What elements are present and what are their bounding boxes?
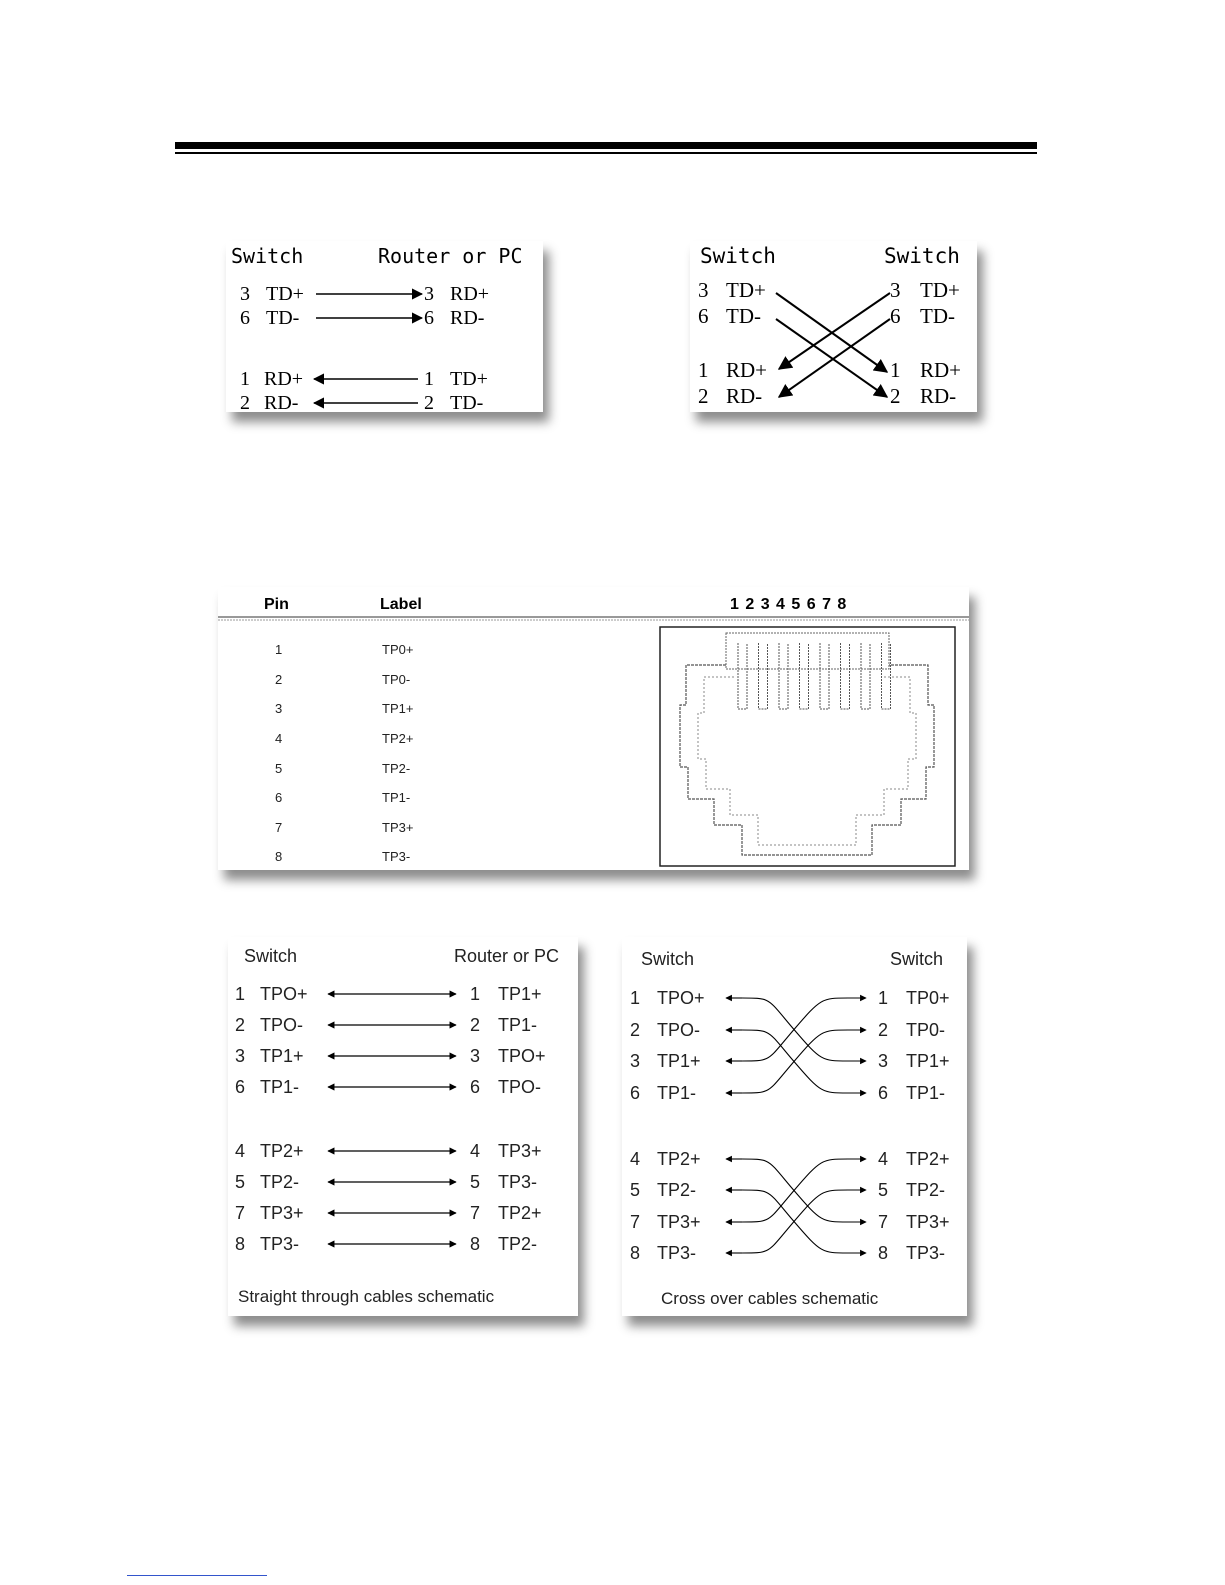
left-pin: 6 [240,307,250,329]
cross-line [776,319,887,397]
footer-link-underline [127,1575,267,1576]
connector-pin-numbers: 1 2 3 4 5 6 7 8 [730,596,848,613]
left-signal: TP1+ [657,1051,701,1071]
pin-label: TP2+ [382,731,414,746]
left-signal: TP1- [260,1077,300,1097]
left-pin: 7 [630,1212,641,1232]
left-pin: 3 [240,283,250,305]
left-signal: TD- [726,304,761,328]
right-signal: TP1- [498,1015,538,1035]
right-signal: RD+ [450,283,490,305]
right-pin: 6 [424,307,434,329]
left-pin: 4 [630,1149,641,1169]
right-signal: TD- [920,304,955,328]
left-signal: TP1+ [260,1046,304,1066]
right-pin: 1 [470,984,481,1004]
right-signal: TP1+ [906,1051,950,1071]
right-signal: TP0+ [906,988,950,1008]
left-signal: TPO- [657,1020,700,1040]
left-header: Switch [244,946,298,966]
right-pin: 4 [878,1149,889,1169]
right-pin: 7 [878,1212,889,1232]
right-signal: TD- [450,392,484,412]
right-pin: 8 [470,1234,481,1254]
cross-wire [742,998,848,1061]
right-signal: TP2+ [498,1203,542,1223]
rj45-pinout-diagram [218,587,969,870]
left-pin: 1 [630,988,641,1008]
right-pin: 1 [878,988,889,1008]
right-signal: RD- [450,307,485,329]
left-pin: 7 [235,1203,246,1223]
left-signal: TPO+ [657,988,705,1008]
straight-rj45-diagram [226,241,543,412]
right-signal: TP3+ [906,1212,950,1232]
right-header: Router or PC [454,946,560,966]
right-pin: 6 [878,1083,889,1103]
right-pin: 2 [878,1020,889,1040]
right-header: Switch [890,949,944,969]
right-signal: RD- [920,384,957,408]
left-pin: 3 [235,1046,246,1066]
right-pin: 5 [878,1180,889,1200]
pin-label: TP1- [382,790,411,805]
pin-number: 2 [275,672,283,687]
right-signal: TP2- [906,1180,946,1200]
left-signal: TP1- [657,1083,697,1103]
left-pin: 3 [630,1051,641,1071]
right-signal: RD+ [920,358,962,382]
right-signal: TD+ [920,278,960,302]
right-header: Switch [884,244,960,268]
right-pin: 2 [424,392,434,412]
left-signal: RD+ [264,368,304,390]
right-pin: 2 [890,384,901,408]
left-pin: 8 [630,1243,641,1263]
straight-through-panel [228,937,578,1316]
left-signal: TP3- [260,1234,300,1254]
right-signal: TP3+ [498,1141,542,1161]
pin-label: TP3- [382,849,411,864]
crossover-panel [622,937,967,1316]
left-signal: TP2+ [260,1141,304,1161]
left-pin: 2 [630,1020,641,1040]
left-signal: RD- [726,384,763,408]
left-pin: 1 [235,984,246,1004]
right-header: Router or PC [378,244,523,268]
left-signal: TP2+ [657,1149,701,1169]
cross-wire [742,1030,848,1093]
left-signal: TP2- [260,1172,300,1192]
left-pin: 6 [630,1083,641,1103]
straight-through-diagram [228,937,578,1316]
left-pin: 1 [698,358,709,382]
right-pin: 3 [424,283,434,305]
header-rule-thin [175,152,1037,154]
crossover-rj45-diagram [690,241,977,412]
left-header: Switch [700,244,776,268]
left-pin: 8 [235,1234,246,1254]
right-signal: TP3- [906,1243,946,1263]
left-pin: 5 [630,1180,641,1200]
right-pin: 3 [470,1046,481,1066]
pin-number: 1 [275,642,283,657]
crossover-rj45-panel [690,241,977,412]
pin-number: 7 [275,820,283,835]
right-pin: 7 [470,1203,481,1223]
left-signal: RD+ [726,358,768,382]
left-signal: TP3- [657,1243,697,1263]
straight-caption: Straight through cables schematic [238,1287,495,1306]
pin-label: TP0+ [382,642,414,657]
left-pin: 6 [235,1077,246,1097]
right-pin: 1 [424,368,434,390]
pin-number: 4 [275,731,283,746]
left-signal: RD- [264,392,299,412]
right-signal: TPO- [498,1077,541,1097]
right-signal: TP0- [906,1020,946,1040]
pin-number: 5 [275,761,283,776]
left-signal: TP3+ [260,1203,304,1223]
right-signal: TP2+ [906,1149,950,1169]
right-pin: 4 [470,1141,481,1161]
left-signal: TP3+ [657,1212,701,1232]
label-column-header: Label [380,596,422,613]
left-pin: 2 [235,1015,246,1035]
pin-label: TP2- [382,761,411,776]
right-pin: 8 [878,1243,889,1263]
pin-number: 3 [275,701,283,716]
left-header: Switch [641,949,695,969]
pin-number: 6 [275,790,283,805]
crossover-caption: Cross over cables schematic [661,1289,879,1308]
left-pin: 6 [698,304,709,328]
right-signal: TP2- [498,1234,538,1254]
left-signal: TD- [266,307,300,329]
left-signal: TD+ [266,283,304,305]
right-pin: 3 [878,1051,889,1071]
pin-label: TP0- [382,672,411,687]
right-pin: 6 [890,304,901,328]
left-pin: 3 [698,278,709,302]
right-signal: TPO+ [498,1046,546,1066]
header-rule-thick [175,142,1037,149]
left-pin: 5 [235,1172,246,1192]
right-signal: TP1- [906,1083,946,1103]
left-pin: 2 [698,384,709,408]
right-pin: 2 [470,1015,481,1035]
straight-rj45-panel [226,241,543,412]
crossover-diagram [622,937,967,1316]
right-signal: TP1+ [498,984,542,1004]
pin-label: TP3+ [382,820,414,835]
pin-label: TP1+ [382,701,414,716]
rj45-pinout-panel [218,587,969,870]
pin-column-header: Pin [264,596,289,613]
left-pin: 1 [240,368,250,390]
cross-wire [742,998,848,1061]
left-signal: TP2- [657,1180,697,1200]
right-signal: TP3- [498,1172,538,1192]
right-pin: 5 [470,1172,481,1192]
right-pin: 1 [890,358,901,382]
left-header: Switch [231,244,304,268]
right-pin: 3 [890,278,901,302]
cross-wire [742,1030,848,1093]
pin-number: 8 [275,849,283,864]
left-signal: TD+ [726,278,766,302]
left-signal: TPO+ [260,984,308,1004]
left-pin: 4 [235,1141,246,1161]
right-pin: 6 [470,1077,481,1097]
right-signal: TD+ [450,368,488,390]
left-signal: TPO- [260,1015,303,1035]
left-pin: 2 [240,392,250,412]
rj45-jack-icon [660,627,955,866]
